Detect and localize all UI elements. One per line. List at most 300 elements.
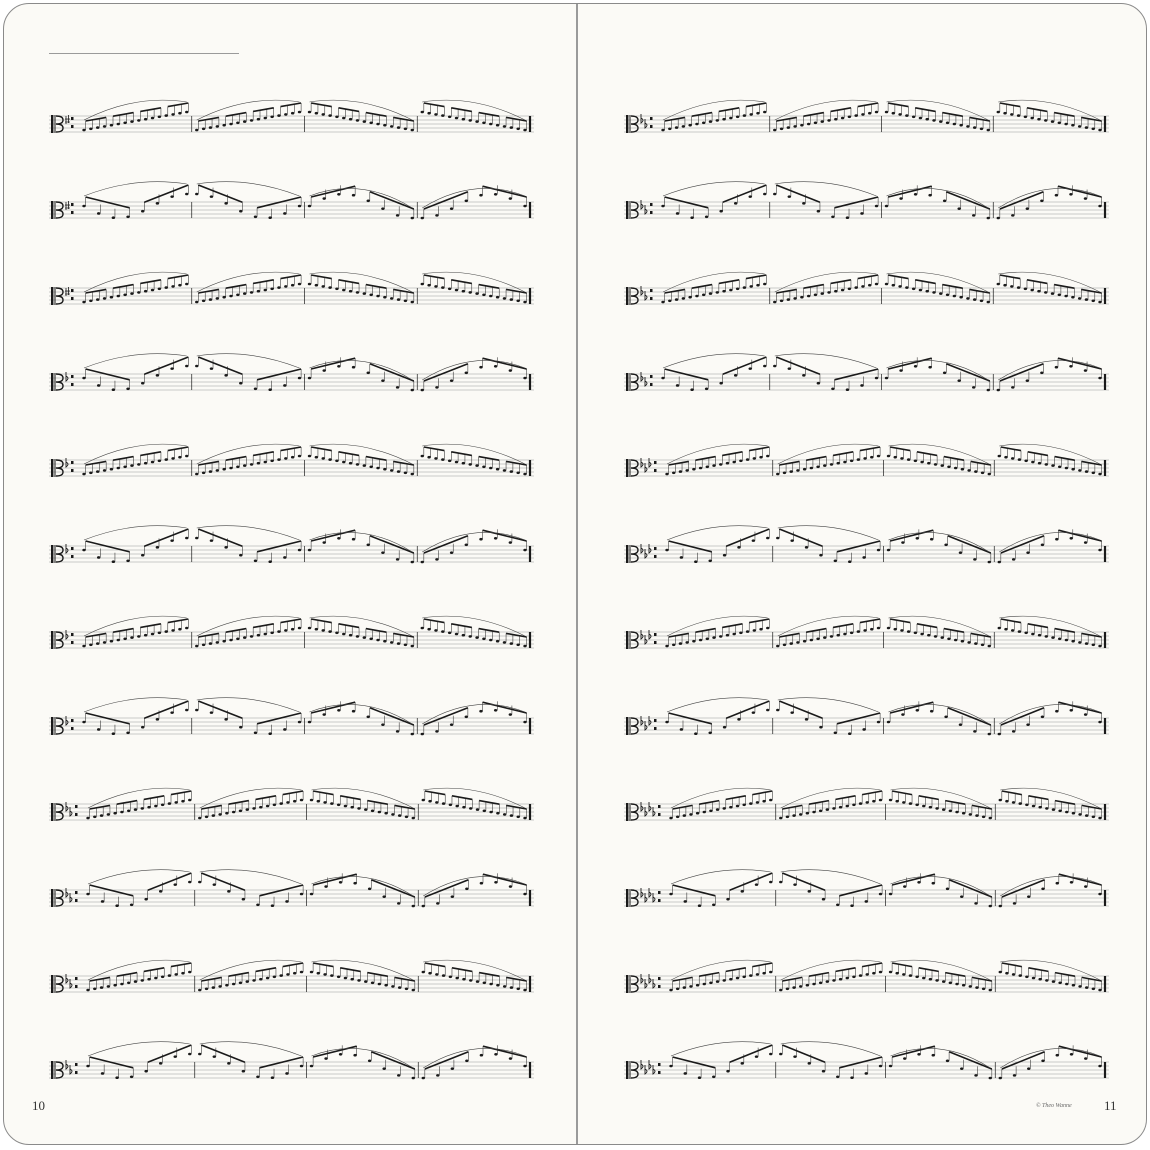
note-head [907,458,910,461]
beam [226,285,247,289]
note-head [89,644,92,647]
note-head [421,389,424,392]
note-head [268,560,271,563]
note-head [1092,816,1095,819]
note-head [115,904,118,907]
note-head [441,458,444,461]
note-head [120,983,123,986]
slur [667,698,768,712]
note-head [298,205,301,208]
note-head [850,1076,853,1079]
note-head [489,123,492,126]
note-head [889,971,892,974]
beam [148,1045,192,1062]
note-head [723,979,726,982]
time-signature [658,805,661,808]
note-head [949,982,952,985]
note-head [726,634,729,637]
note-head [509,197,512,200]
beam [1000,364,1044,381]
note-head [462,634,465,637]
note-head [903,1057,906,1060]
note-head [814,294,817,297]
note-head [300,971,303,974]
note-head [494,193,497,196]
note-head [661,205,664,208]
note-head [356,635,359,638]
note-head [101,900,104,903]
note-head [503,641,506,644]
note-head [141,554,144,557]
note-head [141,807,144,810]
note-head [699,639,702,642]
time-signature [654,719,657,722]
note-head [821,292,824,295]
beam [140,108,161,112]
note-head [762,972,765,975]
note-head [788,195,791,198]
note-head [291,628,294,631]
note-head [808,890,811,893]
note-head [982,816,985,819]
note-head [412,989,415,992]
note-head [954,639,957,642]
note-head [973,558,976,561]
note-head [1045,979,1048,982]
note-head [178,112,181,115]
note-head [107,985,110,988]
note-head [310,893,313,896]
beam [226,629,247,633]
note-head [435,386,438,389]
note-head [929,978,932,981]
beam [892,1046,935,1057]
beam [370,364,414,381]
note-head [300,893,303,896]
note-head [980,128,983,131]
note-head [892,284,895,287]
note-head [854,286,857,289]
note-head [517,816,520,819]
right-staff-system-11 [624,960,1109,993]
note-head [123,466,126,469]
time-signature [654,461,657,464]
beam [113,113,134,117]
note-head [769,971,772,974]
slur [671,788,771,808]
note-head [411,561,414,564]
note-head [227,1062,230,1065]
note-head [283,384,286,387]
note-head [987,129,990,132]
note-head [816,638,819,641]
note-head [390,125,393,128]
note-head [317,800,320,803]
note-head [875,111,878,114]
note-head [1012,973,1015,976]
note-head [870,628,873,631]
time-signature [650,203,653,206]
note-head [344,805,347,808]
note-head [719,382,722,385]
note-head [830,635,833,638]
note-head [421,733,424,736]
key-signature [66,716,68,725]
left-staff-system-4 [49,354,534,392]
note-head [239,982,242,985]
note-head [912,288,915,291]
note-head [352,366,355,369]
note-head [1098,301,1101,304]
beam [1001,619,1021,623]
note-head [141,210,144,213]
note-head [239,382,242,385]
note-head [914,365,917,368]
note-head [308,377,311,380]
note-head [315,628,318,631]
note-head [181,972,184,975]
note-head [270,116,273,119]
note-head [89,472,92,475]
note-head [434,629,437,632]
note-head [756,112,759,115]
note-head [364,980,367,983]
note-head [144,462,147,465]
page-number-left: 10 [32,1098,45,1113]
note-head [953,123,956,126]
note-head [257,462,260,465]
note-head [695,295,698,298]
note-head [510,642,513,645]
note-head [741,1062,744,1065]
note-head [661,129,664,132]
beam [726,529,769,546]
note-head [1010,285,1013,288]
note-head [264,289,267,292]
note-head [96,298,99,301]
note-head [322,369,325,372]
note-head [268,732,271,735]
note-head [887,455,890,458]
note-head [716,808,719,811]
note-head [117,467,120,470]
note-head [1051,464,1054,467]
beam [1058,186,1102,197]
beam [1002,880,1045,897]
note-head [1085,814,1088,817]
beam [919,796,939,800]
note-head [256,904,259,907]
beam [451,280,472,284]
beam [313,874,357,885]
note-head [807,123,810,126]
time-signature [71,375,74,378]
note-head [734,374,737,377]
note-head [147,806,150,809]
time-signature [75,977,78,980]
note-head [1085,642,1088,645]
note-head [998,455,1001,458]
note-head [739,632,742,635]
note-head [741,890,744,893]
note-head [953,295,956,298]
note-head [1025,976,1028,979]
note-head [885,377,888,380]
note-head [903,885,906,888]
note-head [344,977,347,980]
left-staff-system-5 [49,444,534,477]
note-head [1098,645,1101,648]
note-head [702,122,705,125]
beam [371,880,415,897]
note-head [1038,634,1041,637]
note-head [841,289,844,292]
note-head [449,804,452,807]
note-head [729,289,732,292]
beam [1055,801,1075,805]
note-head [1070,709,1073,712]
note-head [210,195,213,198]
note-head [209,470,212,473]
note-head [1026,551,1029,554]
note-head [510,298,513,301]
note-head [225,984,228,987]
time-signature [71,203,74,206]
beam [311,275,332,279]
note-head [412,905,415,908]
time-signature [71,117,74,120]
left-staff-system-11 [49,960,534,993]
beam [140,280,161,284]
note-head [974,470,977,473]
note-head [421,561,424,564]
note-head [788,367,791,370]
note-head [919,117,922,120]
note-head [712,636,715,639]
note-head [171,457,174,460]
note-head [989,817,992,820]
note-head [749,285,752,288]
note-head [147,978,150,981]
beam [949,1052,992,1069]
note-head [1058,294,1061,297]
note-head [144,634,147,637]
note-head [988,561,991,564]
note-head [137,635,140,638]
note-head [342,117,345,120]
note-head [224,718,227,721]
beam [1001,708,1044,725]
note-head [523,817,526,820]
note-head [837,462,840,465]
note-head [171,629,174,632]
note-head [156,718,159,721]
note-head [974,642,977,645]
note-head [966,297,969,300]
beam [144,796,164,800]
beam [117,801,137,805]
note-head [315,456,318,459]
beam [749,447,769,451]
note-head [877,455,880,458]
note-head [368,1059,371,1062]
beam [1055,457,1075,461]
note-head [397,126,400,129]
note-head [436,902,439,905]
note-head [101,1072,104,1075]
note-head [188,971,191,974]
note-head [159,1062,162,1065]
note-head [322,457,325,460]
note-head [773,193,776,196]
note-head [243,464,246,467]
note-head [357,807,360,810]
slur [200,960,302,980]
beam [836,796,856,800]
note-head [947,638,950,641]
note-head [185,365,188,368]
beam [424,708,468,725]
time-signature [658,977,661,980]
note-head [679,470,682,473]
note-head [462,118,465,121]
time-signature [71,289,74,292]
note-head [708,732,711,735]
note-head [339,1053,342,1056]
note-head [901,541,904,544]
note-head [668,128,671,131]
note-head [151,117,154,120]
beam [915,108,935,112]
note-head [322,197,325,200]
beam [946,192,990,209]
note-head [987,389,990,392]
note-head [850,460,853,463]
note-head [1085,126,1088,129]
note-head [959,124,962,127]
note-head [877,549,880,552]
note-head [427,112,430,115]
note-head [509,541,512,544]
slur [671,960,771,980]
note-head [390,297,393,300]
note-head [213,883,216,886]
beam [1027,280,1047,284]
note-head [763,193,766,196]
note-head [123,294,126,297]
note-head [859,802,862,805]
note-head [690,388,693,391]
beam [371,1052,415,1069]
note-head [1058,122,1061,125]
note-head [802,374,805,377]
note-head [435,730,438,733]
note-head [93,816,96,819]
note-head [898,285,901,288]
beam [942,285,962,289]
note-head [404,472,407,475]
note-head [967,641,970,644]
note-head [846,805,849,808]
time-signature [71,547,74,550]
note-head [482,294,485,297]
note-head [902,973,905,976]
note-head [476,808,479,811]
note-head [218,813,221,816]
note-head [1012,558,1015,561]
beam [228,801,248,805]
right-staff-system-10 [624,870,1109,908]
note-head [270,632,273,635]
note-head [448,460,451,463]
note-head [1045,463,1048,466]
note-head [397,902,400,905]
note-head [827,119,830,122]
note-head [442,974,445,977]
note-head [729,806,732,809]
note-head [120,811,123,814]
beam [892,963,912,967]
note-head [1017,114,1020,117]
note-head [863,629,866,632]
note-head [209,126,212,129]
beam [144,529,188,546]
note-head [151,289,154,292]
beam [1000,103,1020,107]
note-head [285,1072,288,1075]
note-head [181,800,184,803]
note-head [352,194,355,197]
note-head [273,804,276,807]
note-head [769,1053,772,1056]
note-head [210,711,213,714]
note-head [879,971,882,974]
note-head [422,971,425,974]
note-head [291,112,294,115]
note-head [930,710,933,713]
note-head [783,644,786,647]
note-head [178,456,181,459]
note-head [496,640,499,643]
note-head [328,458,331,461]
beam [425,880,469,897]
note-head [909,974,912,977]
slur [775,182,877,196]
note-head [503,469,506,472]
note-head [283,728,286,731]
note-head [174,973,177,976]
beam [424,275,445,279]
note-head [1098,549,1101,552]
beam [144,185,188,202]
note-head [268,388,271,391]
note-head [987,301,990,304]
beam [144,701,188,718]
note-head [916,537,919,540]
note-head [396,558,399,561]
right-staff-system-4 [624,354,1109,392]
note-head [749,113,752,116]
note-head [786,816,789,819]
beam [339,280,360,284]
beam [699,973,719,977]
note-head [879,1065,882,1068]
note-head [257,634,260,637]
slur [775,354,877,368]
slur [197,444,300,464]
note-head [523,645,526,648]
beam [483,358,527,369]
